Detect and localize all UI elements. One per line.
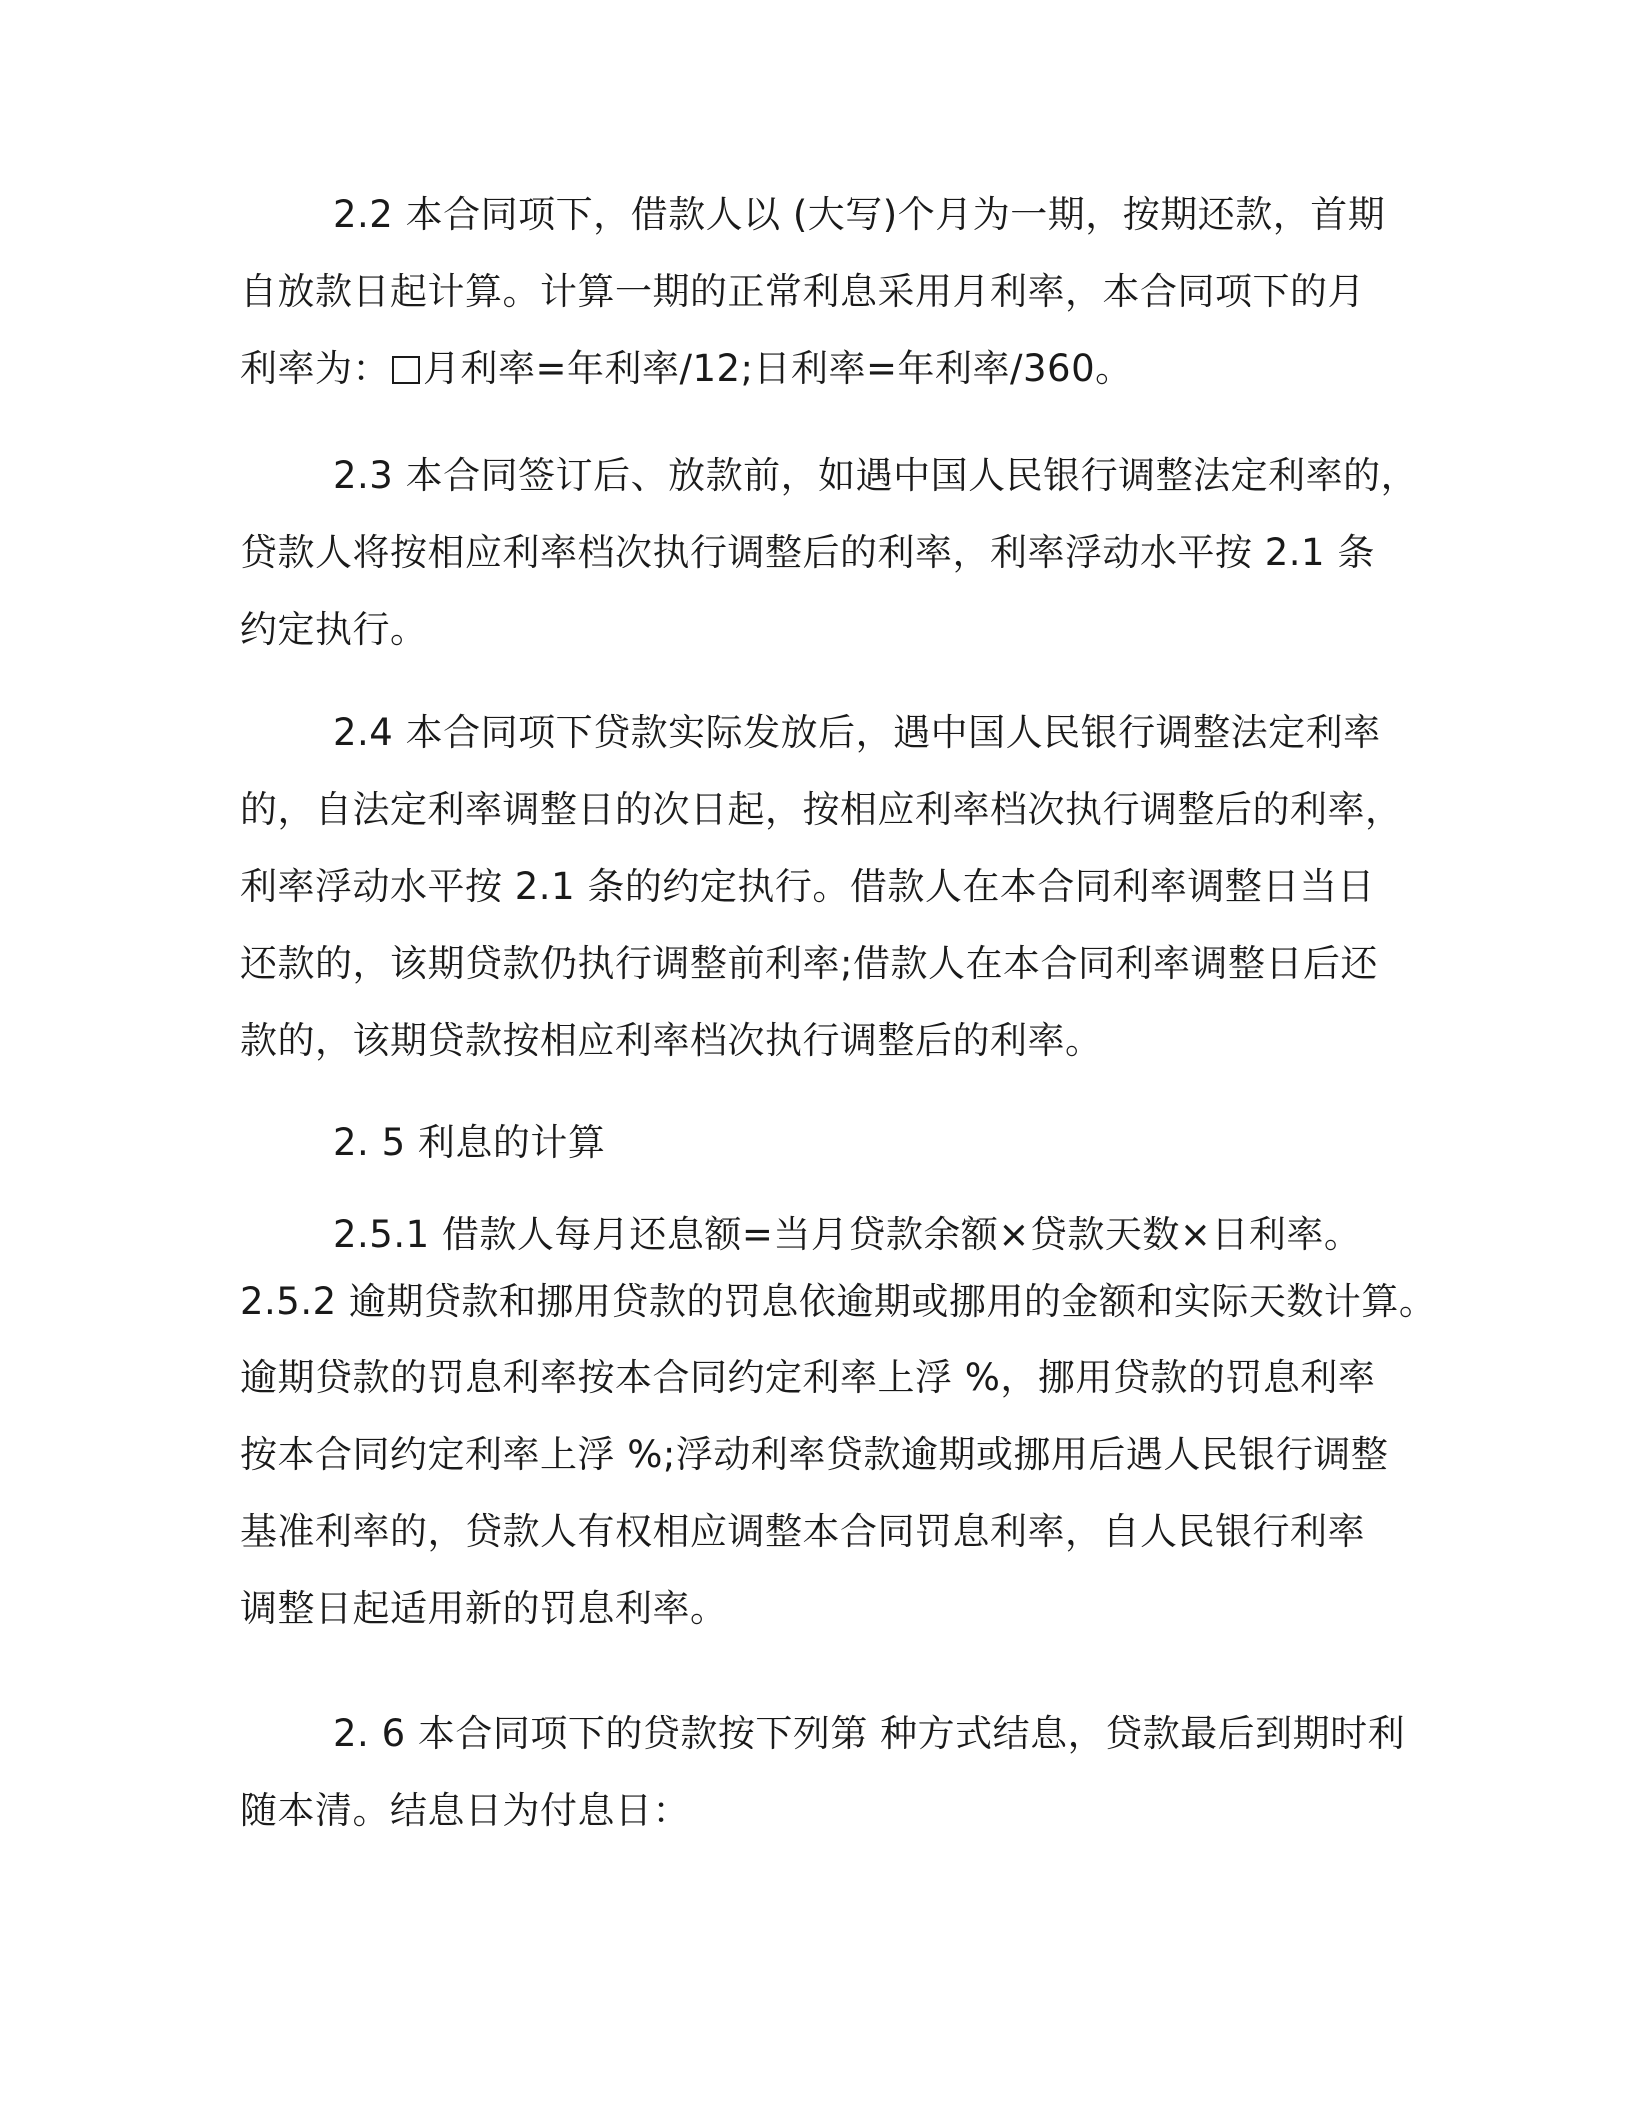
section-2-2 xyxy=(240,176,1390,407)
paragraph-line: 的，自法定利率调整日的次日起，按相应利率档次执行调整后的利率， xyxy=(240,788,1403,831)
section-heading: 2. 5 利息的计算 xyxy=(333,1121,606,1164)
paragraph-line: 2.2 本合同项下，借款人以 (大写)个月为一期，按期还款，首期 xyxy=(333,193,1386,236)
paragraph-text: 月利率=年利率/12;日利率=年利率/360。 xyxy=(423,347,1133,390)
paragraph-line: 款的，该期贷款按相应利率档次执行调整后的利率。 xyxy=(240,1019,1103,1062)
paragraph-line: 调整日起适用新的罚息利率。 xyxy=(240,1587,728,1630)
paragraph-line xyxy=(240,330,1390,407)
paragraph-line: 按本合同约定利率上浮 %;浮动利率贷款逾期或挪用后遇人民银行调整 xyxy=(240,1433,1389,1476)
checkbox-icon xyxy=(392,356,420,384)
section-2-3 xyxy=(240,437,1419,668)
section-2-5 xyxy=(240,1104,1390,1181)
paragraph-text: 利率为： xyxy=(240,347,390,390)
paragraph-line: 利率浮动水平按 2.1 条的约定执行。借款人在本合同利率调整日当日 xyxy=(240,865,1375,908)
paragraph-line: 逾期贷款的罚息利率按本合同约定利率上浮 %，挪用贷款的罚息利率 xyxy=(240,1356,1376,1399)
paragraph-line: 2.5.2 逾期贷款和挪用贷款的罚息依逾期或挪用的金额和实际天数计算。 xyxy=(240,1280,1437,1323)
paragraph-line: 约定执行。 xyxy=(240,608,428,651)
paragraph-line: 2.5.1 借款人每月还息额=当月贷款余额×贷款天数×日利率。 xyxy=(333,1213,1362,1256)
paragraph-line: 2. 6 本合同项下的贷款按下列第 种方式结息，贷款最后到期时利 xyxy=(333,1712,1406,1755)
section-2-5-body xyxy=(240,1206,1437,1647)
paragraph-line: 贷款人将按相应利率档次执行调整后的利率，利率浮动水平按 2.1 条 xyxy=(240,531,1375,574)
paragraph-line: 自放款日起计算。计算一期的正常利息采用月利率，本合同项下的月 xyxy=(240,270,1365,313)
paragraph-line: 还款的，该期贷款仍执行调整前利率;借款人在本合同利率调整日后还 xyxy=(240,942,1378,985)
section-2-6 xyxy=(240,1695,1406,1849)
paragraph-line: 基准利率的，贷款人有权相应调整本合同罚息利率，自人民银行利率 xyxy=(240,1510,1365,1553)
paragraph-line: 2.4 本合同项下贷款实际发放后，遇中国人民银行调整法定利率 xyxy=(333,711,1381,754)
section-2-4 xyxy=(240,694,1403,1079)
paragraph-line: 2.3 本合同签订后、放款前，如遇中国人民银行调整法定利率的， xyxy=(333,454,1419,497)
paragraph-line: 随本清。结息日为付息日： xyxy=(240,1789,690,1832)
